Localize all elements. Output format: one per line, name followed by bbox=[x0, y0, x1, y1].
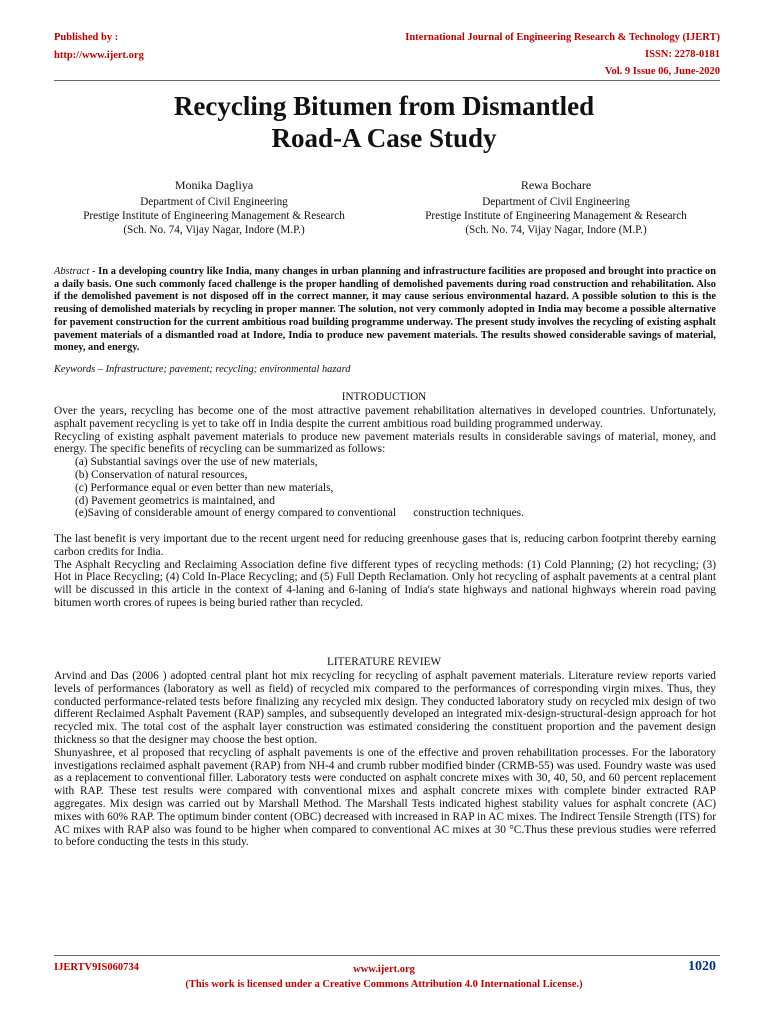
paragraph: Arvind and Das (2006 ) adopted central plant hot mix recycling for recycling of asphalt pavement materials. Literature review reports varied levels of performances (laboratory as well as field) of recycled mix compared to the performances of corresponding virgin mixes. Thus, they conducted performance-related tests before finalizing any recycled mix design. They conducted laboratory study on recycled mix design of two different Reclaimed Asphalt Pavement (RAP) samples, and subsequently developed an integrated mix-design-structural-design approach for hot recycled mix. The total cost of the asphalt layer construction was estimated considering the constituent proportion and the pavement design thickness so that the designer may choose the best option. bbox=[54, 670, 716, 746]
abstract-text: In a developing country like India, many changes in urban planning and infrastructure facilities are proposed and brought into practice on a daily basis. One such commonly faced challenge is the proper handling of demolished pavements during road construction and rehabilitation. Also if the demolished pavement is not disposed off in the correct manner, it may cause serious environmental hazard. A possible solution to this is the reusing of demolished materials by recycling in proper manner. The solution, not very commonly adopted in India may become a possible alternative for pavement construction for the current ambitious road building programme underway. The present study involves the recycling of existing asphalt pavement materials of a dismantled road at Indore, India to produce new pavement materials. The results showed considerable savings of material, money, and energy. bbox=[54, 266, 716, 354]
abstract-label: Abstract - bbox=[54, 266, 96, 277]
benefits-list bbox=[54, 456, 716, 520]
journal-name: International Journal of Engineering Research & Technology (IJERT) bbox=[405, 32, 720, 43]
list-item: (e)Saving of considerable amount of energy compared to conventional construction techniques. bbox=[75, 507, 524, 520]
header-left bbox=[54, 29, 144, 65]
issn: ISSN: 2278-0181 bbox=[645, 49, 720, 60]
paragraph: Recycling of existing asphalt pavement materials to produce new pavement materials results in considerable savings of material, money, and energy. The specific benefits of recycling can be summarized as follows: bbox=[54, 430, 716, 456]
author-name: Monika Dagliya bbox=[174, 178, 254, 192]
list-item: (d) Pavement geometrics is maintained, and bbox=[75, 494, 275, 507]
footer-center bbox=[0, 962, 768, 992]
journal-url-link[interactable]: http://www.ijert.org bbox=[54, 50, 144, 61]
author-block-2 bbox=[386, 178, 726, 237]
paragraph: The Asphalt Recycling and Reclaiming Association define five different types of recycling methods: (1) Cold Planning; (2) hot recycling; (3) Hot in Place Recycling; (4) Cold In-Place Recycling; and (5) Full Depth Reclamation. Only hot recycling of asphalt pavements at a central plant will be discussed in this article in the context of 4-laning and 6-laning of India's state highways and national highways wherein road paving bitumen worth crores of rupees is being buried rather than recycled. bbox=[54, 558, 716, 609]
published-by: Published by : bbox=[54, 32, 119, 43]
spacer bbox=[54, 520, 716, 533]
footer-divider bbox=[54, 955, 720, 956]
author-department: Department of Civil Engineering bbox=[140, 196, 288, 208]
author-institute: Prestige Institute of Engineering Management & Research bbox=[83, 210, 345, 222]
paper-id: IJERTV9IS060734 bbox=[54, 962, 139, 973]
paragraph: Shunyashree, et al proposed that recycling of asphalt pavements is one of the effective and proven rehabilitation processes. For the laboratory investigations reclaimed asphalt pavement (RAP) from NH-4 and crumb rubber modified binder (CRMB-55) was used. Foundry waste was used as a replacement to conventional filler. Laboratory tests were conducted on asphalt concrete mixes with 30, 40, 50, and 60 percent replacement with RAP. These test results were compared with conventional mixes and asphalt concrete mixes with complete binder extracted RAP aggregates. Mix design was carried out by Marshall Method. The Marshall Tests indicated highest stability values for asphalt concrete (AC) mixes with 60% RAP. The optimum binder content (OBC) decreased with increased in RAP in AC mixes. The Indirect Tensile Strength (ITS) for AC mixes with RAP also was found to be higher when compared to conventional AC mixes at 30 °C.Thus these previous studies were referred to before conducting the tests in this study. bbox=[54, 746, 716, 849]
paragraph: Over the years, recycling has become one of the most attractive pavement rehabilitation alternatives in developed countries. Unfortunately, asphalt pavement recycling is yet to take off in India despite the current ambitious road building programmed underway. bbox=[54, 405, 716, 430]
author-department: Department of Civil Engineering bbox=[482, 196, 630, 208]
keywords: Keywords – Infrastructure; pavement; recycling; environmental hazard bbox=[54, 364, 351, 375]
volume-issue: Vol. 9 Issue 06, June-2020 bbox=[604, 66, 720, 77]
literature-body bbox=[54, 670, 716, 849]
author-address: (Sch. No. 74, Vijay Nagar, Indore (M.P.) bbox=[465, 224, 647, 236]
title-line-2: Road-A Case Study bbox=[271, 123, 497, 153]
author-address: (Sch. No. 74, Vijay Nagar, Indore (M.P.) bbox=[123, 224, 305, 236]
header-right bbox=[405, 29, 720, 80]
author-block-1 bbox=[44, 178, 384, 237]
abstract bbox=[54, 266, 716, 355]
header-divider bbox=[54, 80, 720, 81]
license-notice: (This work is licensed under a Creative Commons Attribution 4.0 International License.) bbox=[185, 979, 583, 990]
page-number: 1020 bbox=[688, 959, 716, 974]
list-item: (c) Performance equal or even better than new materials, bbox=[75, 481, 334, 494]
footer-url-link[interactable]: www.ijert.org bbox=[353, 964, 415, 975]
paragraph: The last benefit is very important due to the recent urgent need for reducing greenhouse gases that is, reducing carbon footprint thereby earning carbon credits for India. bbox=[54, 532, 716, 558]
list-item: (a) Substantial savings over the use of new materials, bbox=[75, 456, 318, 469]
title-line-1: Recycling Bitumen from Dismantled bbox=[173, 91, 595, 121]
author-institute: Prestige Institute of Engineering Management & Research bbox=[425, 210, 687, 222]
list-item: (b) Conservation of natural resources, bbox=[75, 468, 248, 481]
author-name: Rewa Bochare bbox=[520, 178, 592, 192]
introduction-body bbox=[54, 405, 716, 610]
page-title bbox=[0, 90, 768, 154]
section-heading-introduction: INTRODUCTION bbox=[341, 391, 427, 403]
section-heading-literature-review: LITERATURE REVIEW bbox=[326, 656, 442, 668]
